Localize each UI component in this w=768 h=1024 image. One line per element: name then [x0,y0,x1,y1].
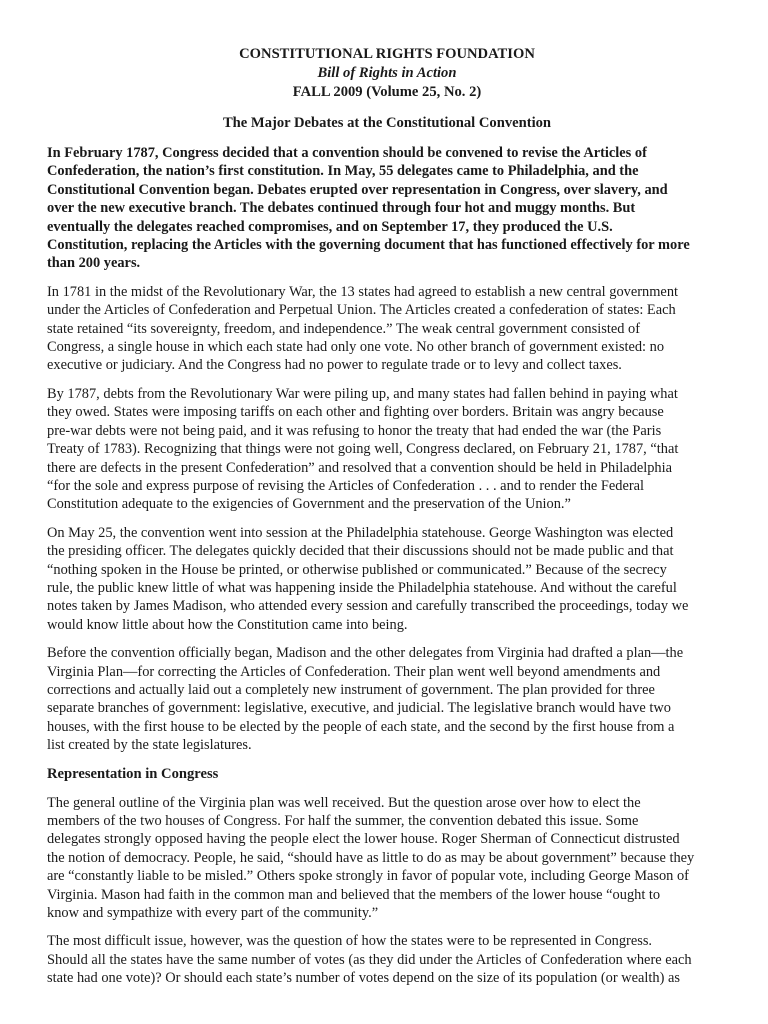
paragraph-line: corrections and actually laid out a completely new instrument of government. The plan provided for three [47,681,655,698]
paragraph-line: In 1781 in the midst of the Revolutionary War, the 13 states had agreed to establish a new central government [47,283,679,300]
lead-line: over the new executive branch. The debates continued through four hot and muggy months. But [47,200,636,217]
organization-name: CONSTITUTIONAL RIGHTS FOUNDATION [239,46,535,62]
paragraph-line: list created by the state legislatures. [47,737,252,754]
paragraph-line: Virginia. Mason had faith in the common man and believed that the members of the lower house “ought to [47,886,661,903]
lead-line: than 200 years. [47,255,141,272]
paragraph-line: Treaty of 1783). Recognizing that things were not going well, Congress declared, on February 21, 1787, “that [47,441,679,458]
article-title: The Major Debates at the Constitutional Convention [222,115,552,131]
paragraph-line: know and sympathize with every part of the community.” [47,905,379,922]
paragraph-line: “nothing spoken in the House be printed, or otherwise published or communicated.” Because of the secrecy [47,561,667,578]
paragraph-line: under the Articles of Confederation and Perpetual Union. The Articles created a confederation of states: Each [47,302,676,319]
lead-line: Confederation, the nation’s first constitution. In May, 55 delegates came to Philadelphia, and the [47,163,639,180]
paragraph-line: Constitution adequate to the exigencies of Government and the preservation of the Union.” [47,496,571,513]
paragraph-line: are “constantly liable to be misled.” Others spoke strongly in favor of popular vote, including George Mason of [47,868,689,885]
paragraph-line: separate branches of government: legislative, executive, and judicial. The legislative branch would have two [47,700,671,717]
body-paragraph [47,932,727,987]
paragraph-line: The general outline of the Virginia plan was well received. But the question arose over how to elect the [47,794,641,811]
paragraph-line: members of the two houses of Congress. For half the summer, the convention debated this issue. Some [47,813,639,829]
paragraph-line: houses, with the first house to be elected by the people of each state, and the second by the first house from a [47,718,675,735]
lead-line: Constitutional Convention began. Debates erupted over representation in Congress, over slavery, and [47,181,668,198]
paragraph-line: pre-war debts were not being paid, and it was refusing to honor the treaty that had ended the war (the Paris [47,422,662,439]
paragraph-line: “for the sole and express purpose of revising the Articles of Confederation . . . and to render the Federal [47,477,645,494]
document-page [47,45,727,988]
paragraph-line: Should all the states have the same number of votes (as they did under the Articles of Confederation where each [47,951,692,968]
lead-paragraph [47,144,727,273]
lead-line: eventually the delegates reached compromises, and on September 17, they produced the U.S. [47,218,613,235]
body-paragraph [47,794,727,923]
issue-line: FALL 2009 (Volume 25, No. 2) [292,84,482,100]
lead-line: In February 1787, Congress decided that a convention should be convened to revise the Articles of [47,145,647,161]
paragraph-line: would know little about how the Constitution came into being. [47,616,408,633]
paragraph-line: Before the convention officially began, Madison and the other delegates from Virginia had drafted a plan—the [47,645,684,662]
paragraph-line: the notion of democracy. People, he said, “should have as little to do as may be about government” because they [47,849,695,866]
paragraph-line: there are defects in the present Confederation” and resolved that a convention should be held in Philadelphia [47,459,672,476]
paragraph-line: Virginia Plan—for correcting the Articles of Confederation. Their plan went well beyond amendments and [47,663,661,680]
paragraph-line: they owed. States were imposing tariffs on each other and fighting over borders. Britain was angry because [47,404,664,421]
paragraph-line: the presiding officer. The delegates quickly decided that their discussions should not be made public and that [47,543,674,560]
paragraph-line: state retained “its sovereignty, freedom, and independence.” The weak central government consisted of [47,320,640,337]
paragraph-line: On May 25, the convention went into session at the Philadelphia statehouse. George Washington was elected [47,524,674,541]
body-paragraph [47,283,727,375]
publication-name: Bill of Rights in Action [317,65,457,81]
paragraph-line: rule, the public knew little of what was happening inside the Philadelphia statehouse. And without the careful [47,579,677,596]
document-header [47,45,727,102]
body-paragraph [47,385,727,514]
paragraph-line: The most difficult issue, however, was the question of how the states were to be represented in Congress. [47,933,653,950]
paragraph-line: executive or judiciary. And the Congress had no power to regulate trade or to levy and collect taxes. [47,357,622,374]
paragraph-line: notes taken by James Madison, who attended every session and carefully transcribed the proceedings, today we [47,598,689,615]
paragraph-line: By 1787, debts from the Revolutionary War were piling up, and many states had fallen behind in paying what [47,385,678,402]
section-heading: Representation in Congress [47,765,219,782]
paragraph-line: Congress, a single house in which each state had only one vote. No other branch of government existed: no [47,339,665,356]
lead-line: Constitution, replacing the Articles with the governing document that has functioned effectively for more [47,237,690,254]
body-paragraph [47,524,727,634]
paragraph-line: state had one vote)? Or should each state’s number of votes depend on the size of its population (or wealth) as [47,970,681,987]
body-paragraph [47,644,727,754]
paragraph-line: delegates strongly opposed having the people elect the lower house. Roger Sherman of Connecticut distrusted [47,831,680,848]
